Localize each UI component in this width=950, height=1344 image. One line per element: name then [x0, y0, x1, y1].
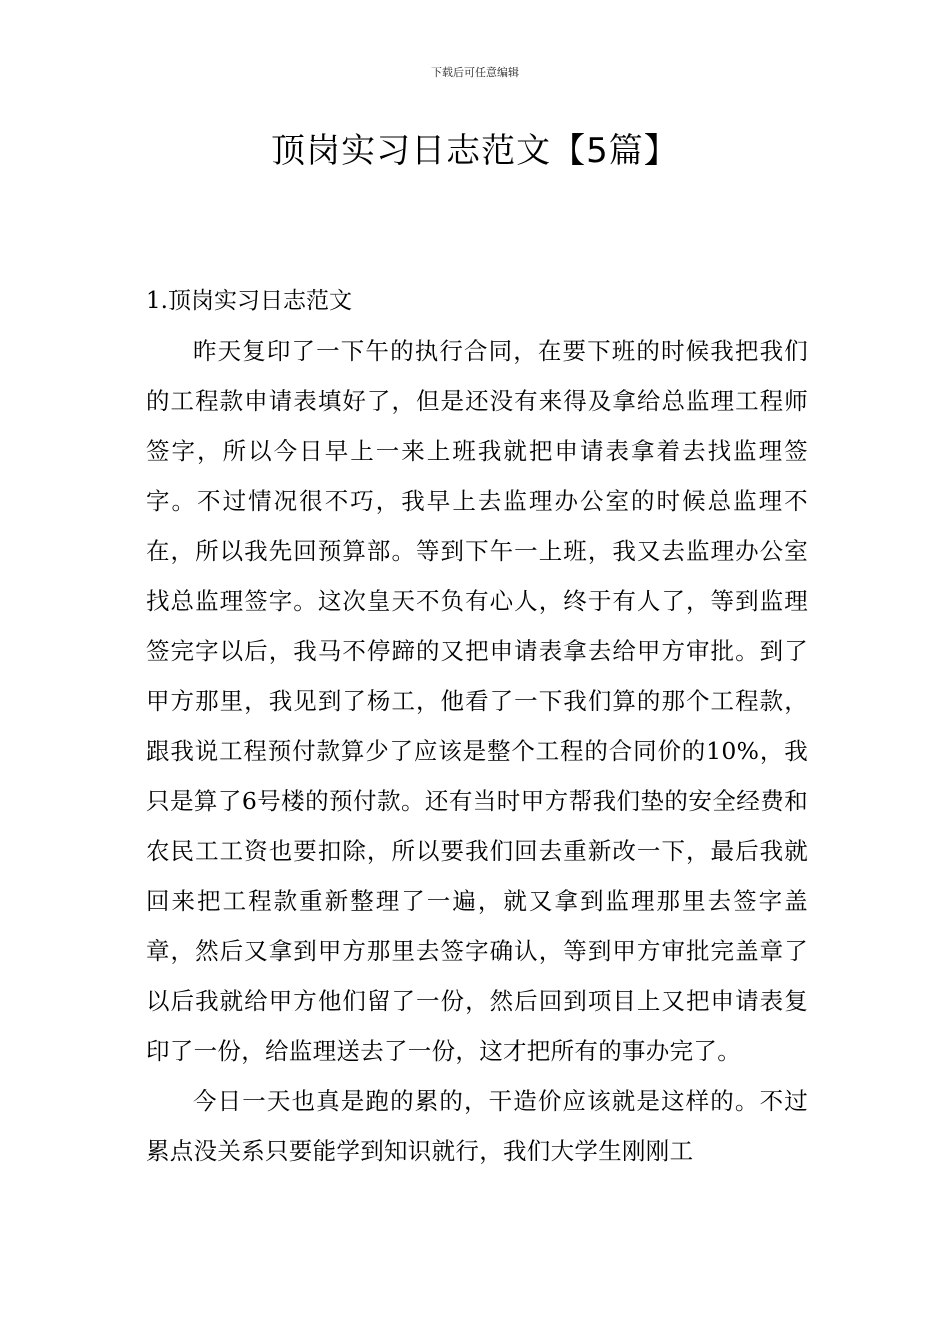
- header-note: 下载后可任意编辑: [431, 66, 519, 79]
- section-heading: 1.顶岗实习日志范文: [146, 288, 352, 314]
- document-body: [146, 276, 808, 1176]
- body-paragraph: 今日一天也真是跑的累的，干造价应该就是这样的。不过累点没关系只要能学到知识就行，我们大学生刚刚工: [146, 1087, 808, 1165]
- document-title: 顶岗实习日志范文【5篇】: [271, 131, 679, 171]
- body-paragraph: 昨天复印了一下午的执行合同，在要下班的时候我把我们的工程款申请表填好了，但是还没有来得及拿给总监理工程师签字，所以今日早上一来上班我就把申请表拿着去找监理签字。不过情况很不巧，我早上去监理办公室的时候总监理不在，所以我先回预算部。等到下午一上班，我又去监理办公室找总监理签字。这次皇天不负有心人，终于有人了，等到监理签完字以后，我马不停蹄的又把申请表拿去给甲方审批。到了甲方那里，我见到了杨工，他看了一下我们算的那个工程款，跟我说工程预付款算少了应该是整个工程的合同价的10%，我只是算了6号楼的预付款。还有当时甲方帮我们垫的安全经费和农民工工资也要扣除，所以要我们回去重新改一下，最后我就回来把工程款重新整理了一遍，就又拿到监理那里去签字盖章，然后又拿到甲方那里去签字确认，等到甲方审批完盖章了以后我就给甲方他们留了一份，然后回到项目上又把申请表复印了一份，给监理送去了一份，这才把所有的事办完了。: [146, 337, 808, 1065]
